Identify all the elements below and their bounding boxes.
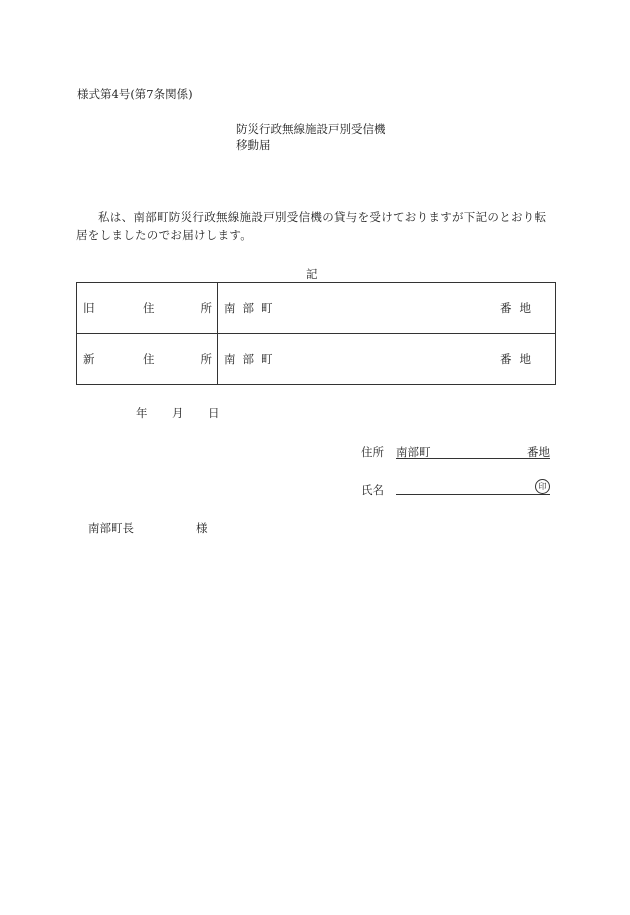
seal-icon: 印 <box>535 479 550 494</box>
applicant-name-field[interactable] <box>396 480 550 495</box>
date-month-label: 月 <box>172 406 184 420</box>
old-address-banchi: 番地 <box>500 301 539 315</box>
new-address-banchi: 番地 <box>500 352 539 366</box>
applicant-address-label: 住所 <box>361 445 384 459</box>
date-year-label: 年 <box>136 406 148 420</box>
ki-heading: 記 <box>306 267 318 281</box>
old-address-label: 旧 住 所 <box>77 283 218 334</box>
new-address-label: 新 住 所 <box>77 334 218 385</box>
table-row-new-address <box>77 334 556 385</box>
new-address-field[interactable] <box>218 334 556 385</box>
old-address-town: 南部町 <box>224 301 280 315</box>
new-address-town: 南部町 <box>224 352 280 366</box>
addressee-name: 南部町長 <box>88 521 134 535</box>
date-field[interactable] <box>136 405 220 421</box>
old-address-field[interactable] <box>218 283 556 334</box>
addressee-honorific: 様 <box>196 521 208 535</box>
table-row-old-address <box>77 283 556 334</box>
address-table <box>76 282 556 385</box>
applicant-address-banchi: 番地 <box>527 445 550 459</box>
form-number: 様式第4号(第7条関係) <box>77 87 193 101</box>
body-text: 私は、南部町防災行政無線施設戸別受信機の貸与を受けておりますが下記のとおり転居をしましたのでお届けします。 <box>76 210 547 242</box>
document-title: 防災行政無線施設戸別受信機 <box>236 122 386 136</box>
date-day-label: 日 <box>208 406 220 420</box>
applicant-name-label: 氏名 <box>361 483 384 497</box>
document-subtitle: 移動届 <box>236 138 271 152</box>
applicant-address-field[interactable] <box>396 442 550 459</box>
applicant-address-town: 南部町 <box>396 445 431 459</box>
